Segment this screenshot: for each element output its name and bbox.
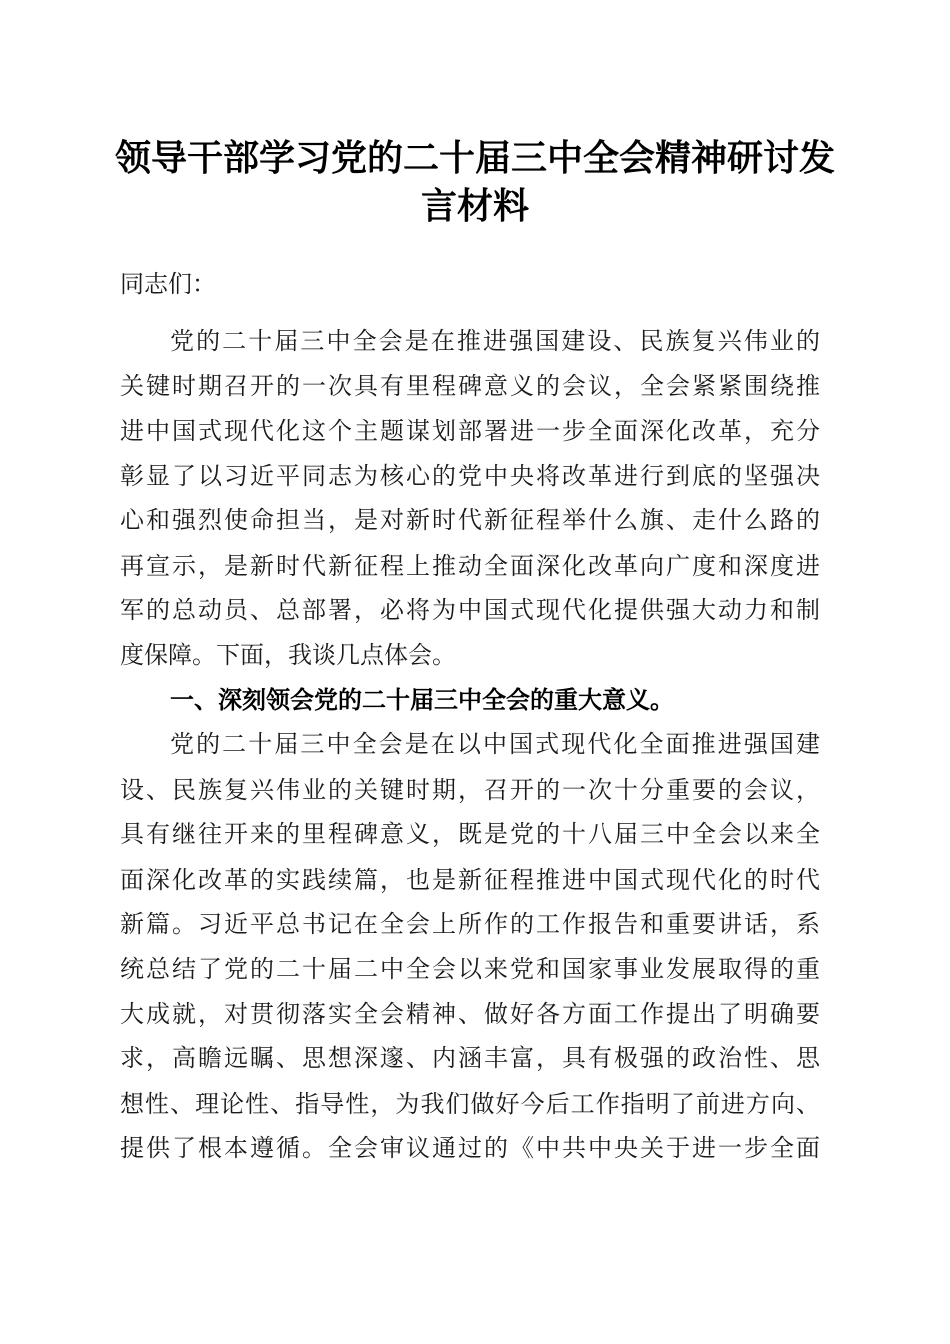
document-title-line-2: 言材料	[420, 185, 529, 227]
paragraph-2-line: 面深化改革的实践续篇，也是新征程推进中国式现代化的时代	[120, 866, 820, 894]
paragraph-1-line: 党的二十届三中全会是在推进强国建设、民族复兴伟业的	[170, 327, 820, 355]
paragraph-2-line: 党的二十届三中全会是在以中国式现代化全面推进强国建	[170, 730, 820, 758]
paragraph-1-line: 彰显了以习近平同志为核心的党中央将改革进行到底的坚强决	[120, 462, 820, 490]
section-heading-1: 一、深刻领会党的二十届三中全会的重大意义。	[170, 686, 674, 714]
paragraph-2-line: 设、民族复兴伟业的关键时期，召开的一次十分重要的会议，	[120, 776, 820, 804]
paragraph-2-line: 求，高瞻远瞩、思想深邃、内涵丰富，具有极强的政治性、思	[120, 1044, 820, 1072]
paragraph-2-line: 统总结了党的二十届二中全会以来党和国家事业发展取得的重	[120, 955, 820, 983]
paragraph-1-line: 进中国式现代化这个主题谋划部署进一步全面深化改革，充分	[120, 417, 820, 445]
paragraph-1-line: 心和强烈使命担当，是对新时代新征程举什么旗、走什么路的	[120, 506, 820, 534]
paragraph-1-line: 度保障。下面，我谈几点体会。	[120, 641, 456, 669]
salutation: 同志们：	[120, 270, 216, 298]
paragraph-2-line: 新篇。习近平总书记在全会上所作的工作报告和重要讲话，系	[120, 910, 820, 938]
paragraph-2-line: 想性、理论性、指导性，为我们做好今后工作指明了前进方向、	[120, 1090, 820, 1118]
paragraph-2-line: 提供了根本遵循。全会审议通过的《中共中央关于进一步全面	[120, 1134, 820, 1162]
paragraph-1-line: 关键时期召开的一次具有里程碑意义的会议，全会紧紧围绕推	[120, 372, 820, 400]
paragraph-2-line: 具有继往开来的里程碑意义，既是党的十八届三中全会以来全	[120, 820, 820, 848]
paragraph-1-line: 再宣示，是新时代新征程上推动全面深化改革向广度和深度进	[120, 552, 820, 580]
paragraph-1-line: 军的总动员、总部署，必将为中国式现代化提供强大动力和制	[120, 596, 820, 624]
document-title-line-1: 领导干部学习党的二十届三中全会精神研讨发	[114, 137, 835, 179]
paragraph-2-line: 大成就，对贯彻落实全会精神、做好各方面工作提出了明确要	[120, 1000, 820, 1028]
